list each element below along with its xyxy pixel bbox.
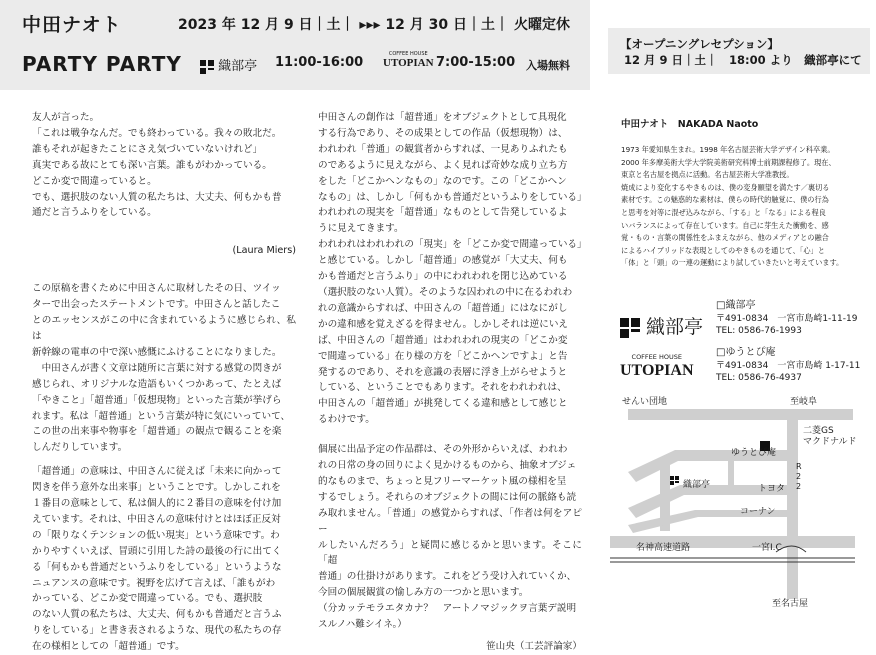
- text-line: 普通」の仕掛けがあります。これをどう受け入れていくか、: [318, 571, 577, 583]
- venue1-info: [716, 300, 857, 338]
- text-line: りをしている」と書き表されるような、現代の私たちの存: [32, 625, 282, 637]
- text-line: スルノハ難シイネ。）: [318, 619, 407, 631]
- quote-attribution: (Laura Miers): [232, 245, 296, 257]
- text-line: のであるように見えながら、よく見れば奇妙な成り立ち方: [318, 159, 568, 171]
- closed-day: 火曜定休: [514, 17, 570, 33]
- bio-text: [621, 144, 867, 270]
- text-line: ターで出会ったステートメントです。中田さんと話したこ: [32, 299, 281, 311]
- artist-name: 中田ナオト: [22, 14, 122, 36]
- text-line: 在の様相としての「超普通」です。: [32, 641, 185, 653]
- access-map: [600, 390, 876, 615]
- venue2-logo: [383, 50, 434, 68]
- venue2-info: [716, 347, 860, 385]
- text-line: ば、中田さんの「超普通」はわれわれの現実の「どこか変: [318, 334, 568, 346]
- text-line: 真実である故にとても深い言葉。誰もがわかっている。: [32, 159, 272, 171]
- venue2-tagline: COFFEE HOUSE: [388, 51, 428, 57]
- text-line: 「体」と「頭」の一連の運動により試していきたいと考えています。: [621, 258, 844, 268]
- text-line: この世の出来事や物事を「超普通」の観点で観ることを楽: [32, 426, 282, 438]
- map-label-sennin: せんい団地: [622, 397, 668, 407]
- road-small: [728, 461, 734, 487]
- text-line: れます。私は「超普通」という言葉が特に気にいっていて、: [32, 410, 291, 422]
- artist-bio: [621, 116, 867, 270]
- venue2-address: 〒491-0834 一宮市島崎 1-17-11: [716, 360, 861, 371]
- reception-detail: 12 月 9 日｜土｜ 18:00 より 織部亭にて: [624, 53, 862, 67]
- map-label-yuutopi: ゆうとぴ庵: [731, 448, 777, 458]
- text-line: 感じられ、オリジナルな造語もいくつかあって、たとえば: [32, 378, 282, 390]
- text-line: 素材です。この魅惑的な素材は、僕らの時代的触覚に、僕の行為: [621, 195, 829, 205]
- venue1-name: 織部亭: [218, 59, 258, 74]
- text-line: 2000 年多摩美術大学大学院美術研究科博士前期課程修了。現在、: [621, 157, 836, 167]
- essay-paragraph-1: [32, 281, 296, 456]
- text-line: なもの」は、しかし「何もかも普通だというふりをしている」: [318, 191, 587, 203]
- text-line: われわれの現実を「超普通」なものとして告発しているよ: [318, 207, 568, 219]
- text-line: で間違っている」在り様の方を「どこかヘンですよ」と告: [318, 350, 568, 362]
- text-line: のない人質の私たちは、大丈夫、何もかも普通だと言うふ: [32, 609, 282, 621]
- text-line: する行為であり、その成果としての作品（仮想現物）は、: [318, 127, 568, 139]
- text-line: でも、選択肢のない人質の私たちは、大丈夫、何もかも普: [32, 191, 282, 203]
- text-line: （選択肢のない人質）。そのような囚われの中に在るわれわ: [318, 286, 573, 298]
- essay-paragraph-2: [32, 464, 296, 655]
- quote-block: [32, 110, 296, 221]
- map-label-ichinomiya-ic: 一宮I.C: [752, 543, 782, 553]
- venue1-logo-text: 織部亭: [646, 316, 704, 338]
- text-line: かりやすくいえば、冒頭に引用した詩の最後の行に出てく: [32, 545, 282, 557]
- venue1-address: 〒491-0834 一宮市島崎1-11-19: [716, 313, 858, 324]
- text-line: 「やきこと」「超普通」「仮想現物」といった言葉が挙げら: [32, 394, 282, 406]
- text-line: るわけです。: [318, 414, 375, 426]
- text-line: 焼成により変化するやきものは、僕の変身願望を満たす／裏切る: [621, 182, 830, 192]
- route-22: [787, 409, 798, 599]
- map-label-route: R22: [796, 462, 802, 491]
- text-line: している、ということでもあります。それをわれわれは、: [318, 382, 567, 394]
- reception-title: 【オープニングレセプション】: [620, 37, 779, 51]
- text-line: 的なものまで、ちょっと見フリーマーケット風の様相を呈: [318, 475, 567, 487]
- map-label-meishin: 名神高速道路: [636, 543, 691, 553]
- bio-name: 中田ナオト NAKADA Naoto: [621, 119, 759, 130]
- text-line: み取れません。「普通」の感覚からすれば、「作者は何をアピー: [318, 507, 582, 535]
- text-line: とのエッセンスがこの中に含まれているように感じられ、私は: [32, 315, 296, 342]
- map-label-oribe: 織部亭: [683, 480, 711, 490]
- text-line: かっている、どこか変で間違っている。でも、選択肢: [32, 593, 263, 605]
- map-label-toyota: トヨタ: [758, 484, 786, 494]
- text-line: る「何もかも普通だというふりをしている」というような: [32, 561, 282, 573]
- essay-paragraph-3: [318, 110, 587, 428]
- map-label-nisan-gs: 二菱GS: [803, 426, 834, 436]
- text-line: 中田さんの創作は「超普通」をオブジェクトとして具現化: [318, 112, 567, 123]
- road-top: [628, 409, 853, 420]
- venue1-title: □織部亭: [716, 300, 756, 311]
- text-line: れの日常の身の回りによく見かけるものから、抽象オブジェ: [318, 460, 577, 472]
- exhibition-title: PARTY PARTY: [22, 52, 182, 76]
- text-line: 友人が言った。: [32, 112, 100, 123]
- text-line: をした「どこかヘンなもの」なのです。この「どこかヘン: [318, 175, 567, 187]
- text-line: いバランスによって存在しています。自己に芽生えた衝動を、感: [621, 220, 829, 230]
- map-roads: [600, 390, 876, 615]
- text-line: と思考を対等に混ぜ込みながら、「する」と「なる」による程良: [621, 207, 826, 217]
- oribetei-logo-icon: [620, 318, 640, 338]
- text-line: 「超普通」の意味は、中田さんに従えば「未来に向かって: [32, 466, 282, 478]
- text-line: 東京と名古屋を拠点に活動。名古屋芸術大学准教授。: [621, 170, 794, 180]
- venue2-logo-large: [620, 351, 694, 377]
- venue1-logo-large: [620, 312, 703, 339]
- oribe-marker: [670, 476, 679, 485]
- text-line: 1973 年愛知県生まれ。1998 年名古屋芸術大学デザイン科卒業。: [621, 145, 835, 154]
- text-line: この原稿を書くために中田さんに取材したその日、ツイッ: [32, 283, 281, 295]
- text-line: 中田さんが書く文章は随所に言葉に対する感覚の閃きが: [32, 362, 282, 374]
- admission-free: 入場無料: [526, 59, 570, 72]
- text-line: 閃きを伴う意外な出来事」ということです。しかしこれを: [32, 482, 281, 494]
- text-line: しんだりしています。: [32, 442, 128, 454]
- essay-signature: 笹山央（工芸評論家）: [486, 641, 582, 652]
- text-line: うに見えてきます。: [318, 223, 404, 235]
- venue1-tel: TEL: 0586-76-1993: [716, 326, 802, 337]
- text-line: 発するのであり、それを意識の表層に浮き上がらせようと: [318, 366, 568, 378]
- exhibition-dates: 2023 年 12 月 9 日｜土｜ ▸▸▸ 12 月 30 日｜土｜: [178, 17, 509, 33]
- text-line: 今回の個展観賞の愉しみ方の一つかと思います。: [318, 587, 529, 599]
- text-line: われわれはわれわれの「現実」を「どこか変で間違っている」: [318, 239, 587, 251]
- text-line: えています。それは、中田さんの意味付けとはほぼ正反対: [32, 513, 281, 525]
- text-line: １番目の意味として、私は個人的に２番目の意味を付け加: [32, 498, 282, 510]
- venue1-logo: [200, 55, 257, 74]
- map-label-mcdonalds: マクドナルド: [803, 437, 857, 447]
- text-line: （分カッテモラエタカナ？ アートノマジックヲ言葉デ説明: [318, 603, 577, 615]
- essay-column-1: [32, 110, 296, 655]
- text-line: するでしょう。それらのオブジェクトの間には何の脈絡も読: [318, 491, 577, 503]
- oribetei-logo-icon: [200, 60, 214, 74]
- venue2-title: □ゆうとぴ庵: [716, 347, 776, 358]
- map-label-nagoya: 至名古屋: [772, 599, 809, 609]
- venue2-tel: TEL: 0586-76-4937: [716, 373, 802, 384]
- text-line: 新幹線の電車の中で深い感慨にふけることになりました。: [32, 346, 282, 358]
- venue1-hours: 11:00-16:00: [275, 55, 364, 70]
- essay-paragraph-4: [318, 442, 582, 633]
- text-line: 誰もそれが起きたことにさえ気づいていないけれど」: [32, 143, 263, 155]
- text-line: と感じている。しかし「超普通」の感覚が「大丈夫、何も: [318, 255, 568, 267]
- map-label-konan: コーナン: [740, 507, 776, 517]
- map-label-gifu: 至岐阜: [790, 397, 818, 407]
- text-line: どこか変で間違っていると。: [32, 175, 157, 187]
- reception-info: [620, 36, 862, 68]
- text-line: の「限りなくテンションの低い現実」という意味です。わ: [32, 529, 280, 541]
- text-line: 個展に出品予定の作品群は、その外形からいえば、われわ: [318, 444, 568, 456]
- text-line: ニュアンスの意味です。視野を広げて言えば、「誰もがわ: [32, 577, 276, 589]
- text-line: われわれ「普通」の観賞者からすれば、一見ありふれたも: [318, 143, 568, 155]
- text-line: 覚・もの・言葉の関係性をふまえながら、他のメディアとの融合: [621, 233, 829, 243]
- text-line: 通だと言うふりをしている。: [32, 207, 157, 219]
- venue2-logo-tagline: COFFEE HOUSE: [631, 353, 682, 361]
- text-line: かも普通だと言うふり」の中にわれわれを閉じ込めている: [318, 271, 568, 283]
- text-line: 中田さんの「超普通」が挑発してくる違和感として感じと: [318, 398, 568, 410]
- text-line: かの違和感を覚えざるを得ません。しかしそれは逆にいえ: [318, 318, 569, 330]
- text-line: れの意識からすれば、中田さんの「超普通」にはなにがし: [318, 302, 568, 314]
- essay-column-2: [318, 110, 587, 655]
- venue2-name: UTOPIAN: [383, 57, 434, 69]
- venue2-hours: 7:00-15:00: [436, 55, 516, 70]
- text-line: ルしたいんだろう」と疑問に感じるかと思います。そこに「超: [318, 539, 582, 567]
- venue2-logo-text: UTOPIAN: [620, 362, 694, 379]
- text-line: 「これは戦争なんだ。でも終わっている。我々の敗北だ。: [32, 127, 282, 139]
- text-line: によるハイブリッドな表現としてのやきものを通じて、「心」と: [621, 245, 825, 255]
